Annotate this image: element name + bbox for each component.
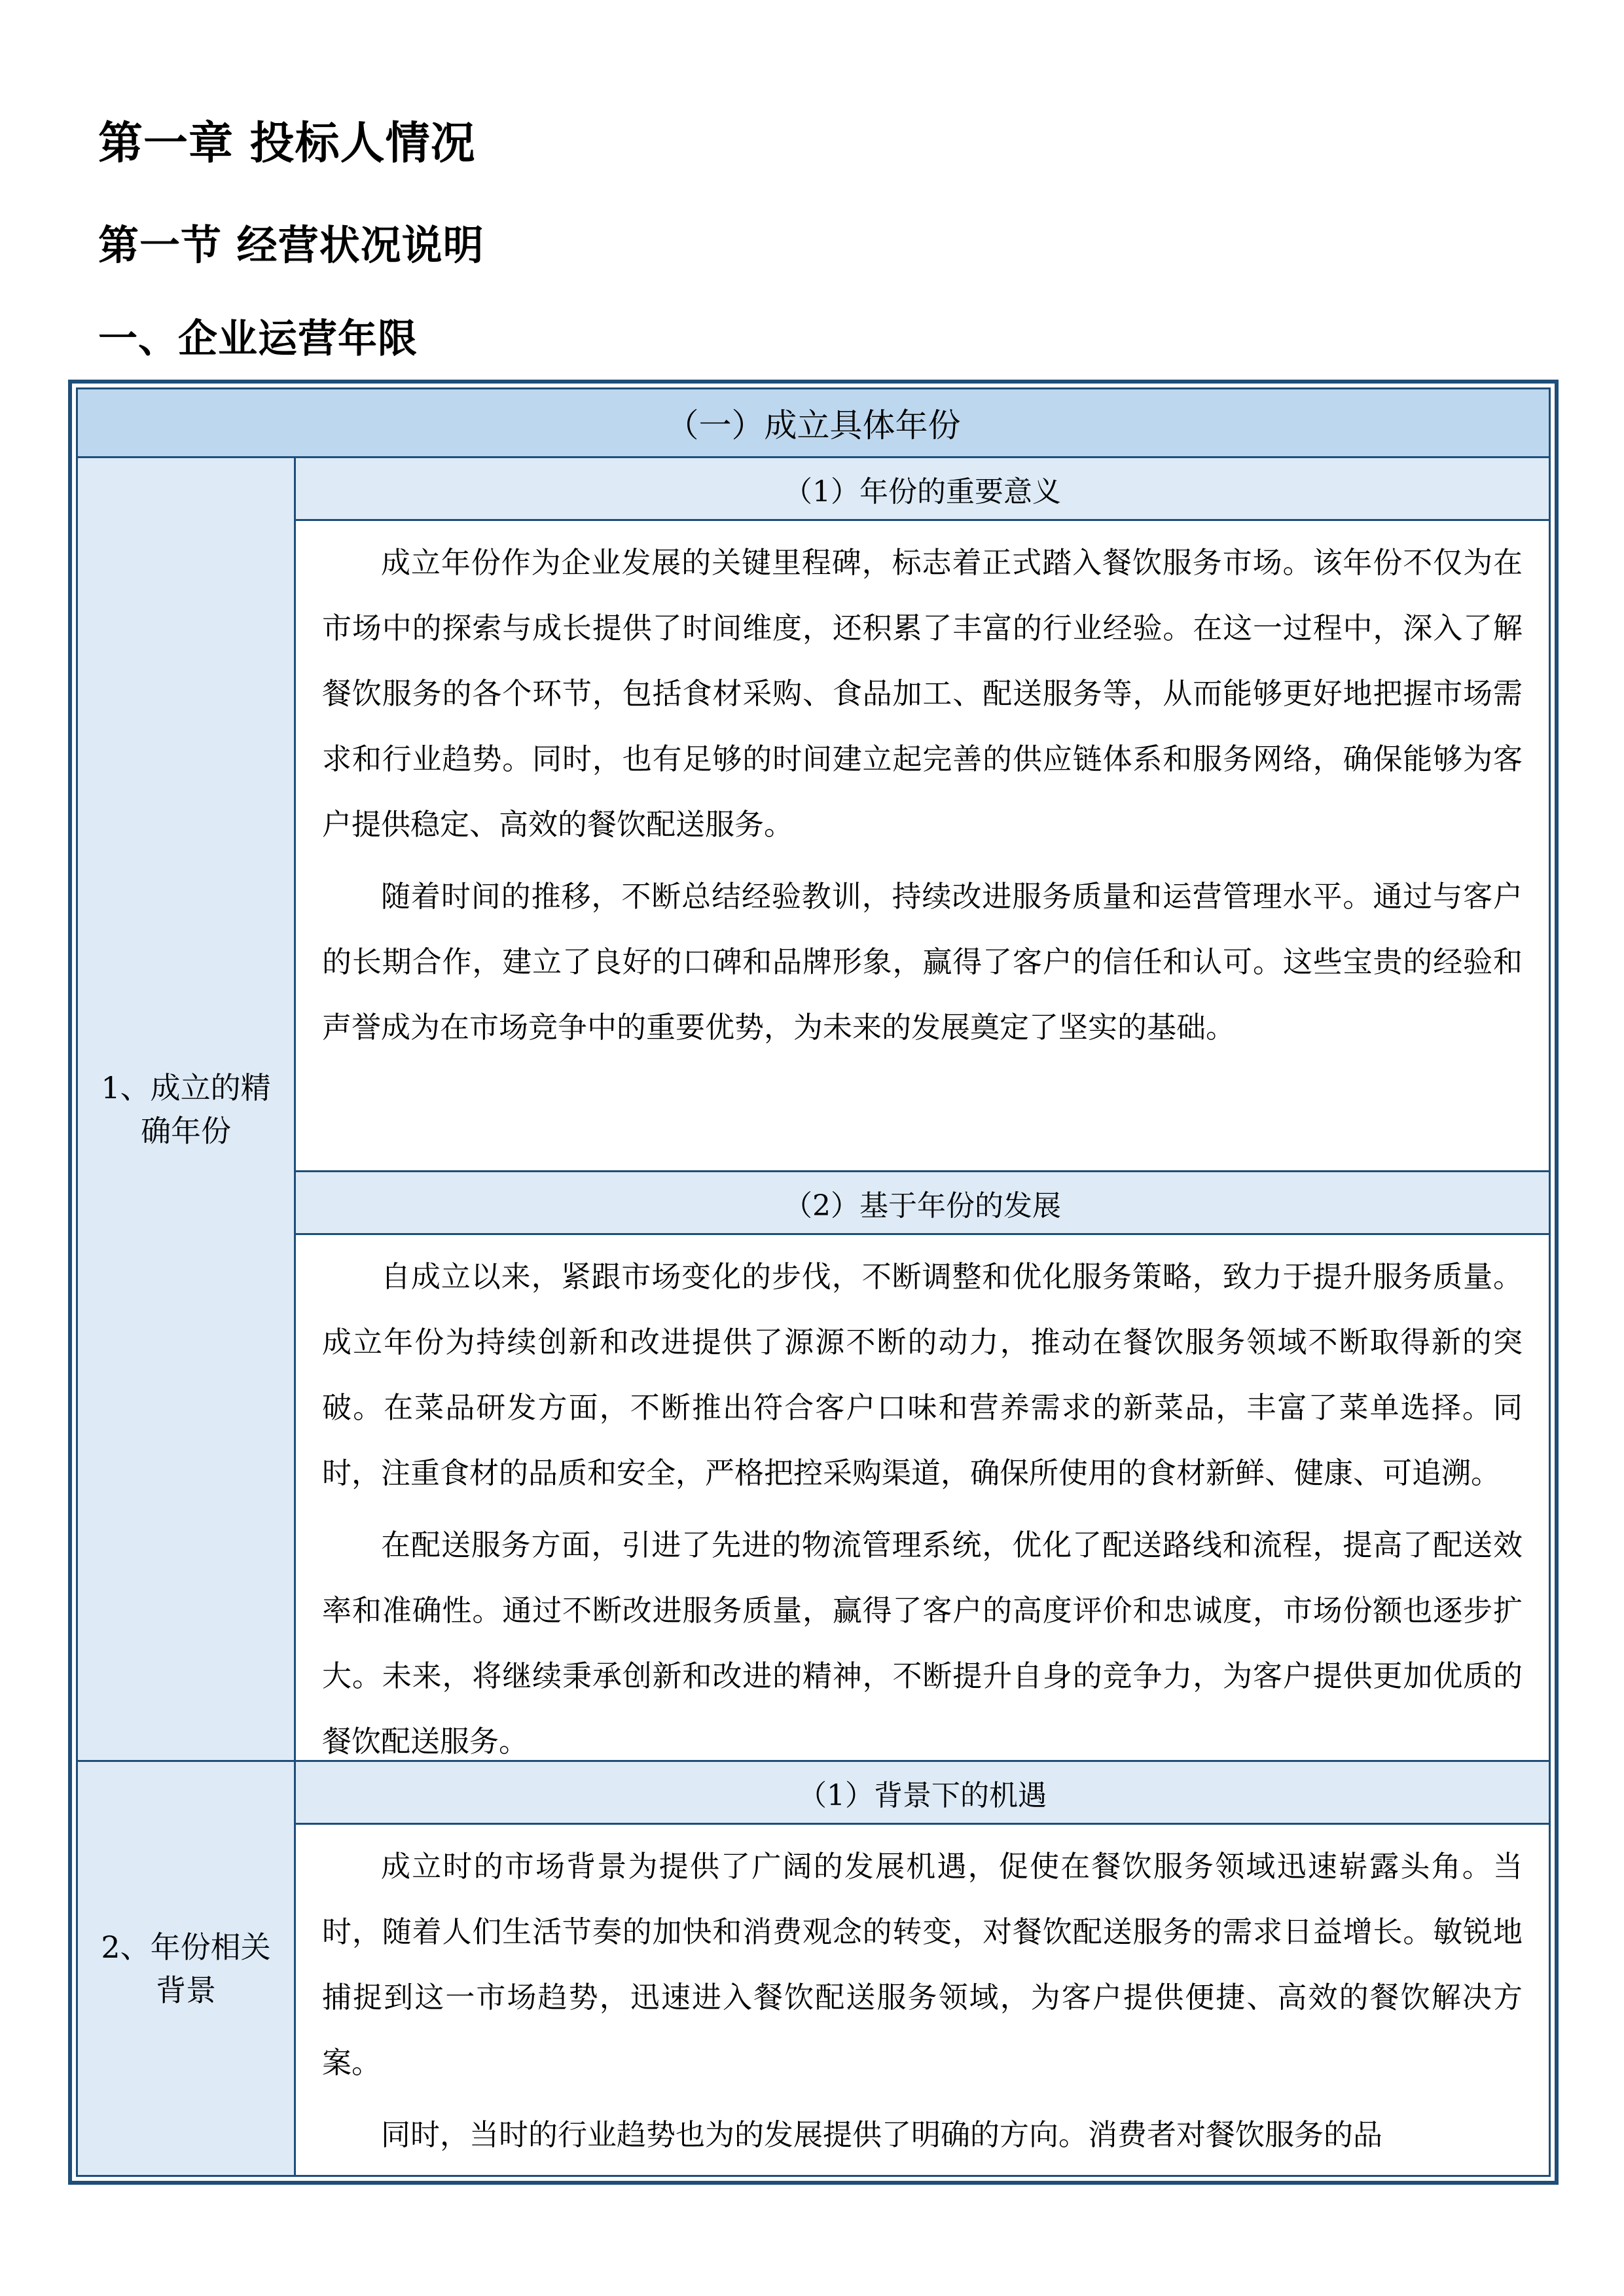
subsection-title: 一、企业运营年限 [98, 316, 418, 362]
row-label-founding-year: 1、成立的精确年份 [76, 456, 296, 1762]
paragraph: 成立年份作为企业发展的关键里程碑，标志着正式踏入餐饮服务市场。该年份不仅为在市场中的探索与成长提供了时间维度，还积累了丰富的行业经验。在这一过程中，深入了解餐饮服务的各个环节，包括食材采购、食品加工、配送服务等，从而能够更好地把握市场需求和行业趋势。同时，也有足够的时间建立起完善的供应链体系和服务网络，确保能够为客户提供稳定、高效的餐饮配送服务。 [322, 545, 1523, 842]
paragraph: 在配送服务方面，引进了先进的物流管理系统，优化了配送路线和流程，提高了配送效率和准确性。通过不断改进服务质量，赢得了客户的高度评价和忠诚度，市场份额也逐步扩大。未来，将继续秉承创新和改进的精神，不断提升自身的竞争力，为客户提供更加优质的餐饮配送服务。 [322, 1528, 1523, 1759]
table-title: （一）成立具体年份 [76, 387, 1551, 458]
chapter-title: 第一章 投标人情况 [98, 118, 476, 170]
block-heading-development: （2）基于年份的发展 [294, 1170, 1551, 1235]
block-content-opportunity [294, 1823, 1551, 2177]
paragraph: 同时，当时的行业趋势也为的发展提供了明确的方向。消费者对餐饮服务的品 [381, 2117, 1383, 2152]
section-title: 第一节 经营状况说明 [98, 221, 484, 269]
row-label-background: 2、年份相关背景 [76, 1760, 296, 2177]
info-table [68, 380, 1559, 2185]
block-content-development [294, 1233, 1551, 1762]
block-content-significance [294, 519, 1551, 1172]
paragraph: 随着时间的推移，不断总结经验教训，持续改进服务质量和运营管理水平。通过与客户的长期合作，建立了良好的口碑和品牌形象，赢得了客户的信任和认可。这些宝贵的经验和声誉成为在市场竞争中的重要优势，为未来的发展奠定了坚实的基础。 [322, 879, 1523, 1045]
block-heading-opportunity: （1）背景下的机遇 [294, 1760, 1551, 1825]
paragraph: 自成立以来，紧跟市场变化的步伐，不断调整和优化服务策略，致力于提升服务质量。成立年份为持续创新和改进提供了源源不断的动力，推动在餐饮服务领域不断取得新的突破。在菜品研发方面，不断推出符合客户口味和营养需求的新菜品，丰富了菜单选择。同时，注重食材的品质和安全，严格把控采购渠道，确保所使用的食材新鲜、健康、可追溯。 [322, 1259, 1523, 1490]
paragraph: 成立时的市场背景为提供了广阔的发展机遇，促使在餐饮服务领域迅速崭露头角。当时，随着人们生活节奏的加快和消费观念的转变，对餐饮配送服务的需求日益增长。敏锐地捕捉到这一市场趋势，迅速进入餐饮配送服务领域，为客户提供便捷、高效的餐饮解决方案。 [322, 1849, 1523, 2080]
block-heading-significance: （1）年份的重要意义 [294, 456, 1551, 521]
